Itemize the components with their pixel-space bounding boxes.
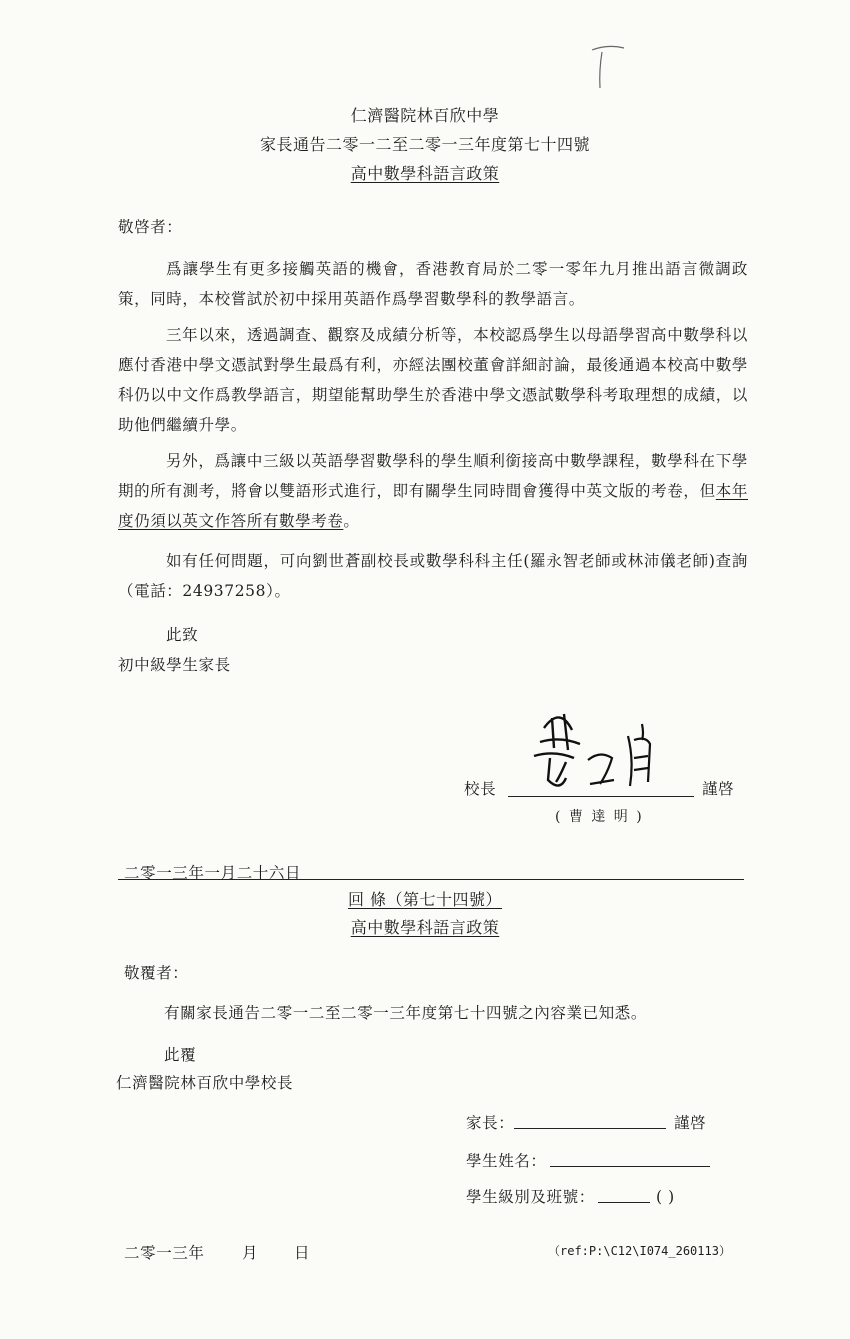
student-name-field[interactable] [550, 1166, 710, 1167]
notice-subject [0, 162, 850, 186]
notice-number: 家長通告二零一二至二零一三年度第七十四號 [259, 135, 590, 154]
paragraph-3-end: 。 [343, 512, 360, 530]
cut-line [118, 879, 744, 880]
reply-title-text: 回 條（第七十四號） [347, 890, 503, 909]
reply-recipient: 仁濟醫院林百欣中學校長 [116, 1074, 294, 1092]
reply-closing: 此覆 [164, 1046, 197, 1064]
recipient: 初中級學生家長 [118, 656, 231, 674]
closing: 此致 [166, 626, 199, 644]
reply-title [0, 888, 850, 912]
parent-signature-field[interactable] [514, 1128, 666, 1129]
paragraph-1-text: 爲讓學生有更多接觸英語的機會，香港教育局於二零一零年九月推出語言微調政策，同時，本校嘗試於初中採用英語作爲學習數學科的教學語言。 [118, 260, 748, 308]
principal-signature-line [508, 796, 694, 797]
paragraph-2-text: 三年以來，透過調查、觀察及成績分析等，本校認爲學生以母語學習高中數學科以應付香港中學文憑試對學生最爲有利，亦經法團校董會詳細討論，最後通過本校高中數學科仍以中文作爲教學語言，期望能幫助學生於香港中學文憑試數學科考取理想的成績，以助他們繼續升學。 [118, 326, 748, 434]
principal-name: ( 曹 達 明 ) [555, 809, 644, 825]
parent-respect: 謹啓 [674, 1114, 707, 1132]
principal-respect: 謹啓 [702, 780, 735, 798]
reply-body: 有關家長通告二零一二至二零一三年度第七十四號之內容業已知悉。 [164, 1004, 648, 1022]
parent-label: 家長： [466, 1114, 515, 1132]
paragraph-2 [118, 320, 748, 440]
reply-salutation: 敬覆者： [124, 964, 189, 982]
principal-label: 校長 [464, 780, 497, 798]
notice-date: 二零一三年一月二十六日 [124, 864, 302, 882]
paragraph-1 [118, 254, 748, 314]
paragraph-3-underlined: 本年度仍須以英文作答所有數學考卷 [118, 482, 749, 530]
paragraph-3-text [118, 446, 748, 536]
class-number-paren: ( ) [656, 1188, 675, 1206]
class-label: 學生級別及班號： [466, 1188, 595, 1206]
notice-subject-text: 高中數學科語言政策 [350, 164, 500, 183]
reply-date-month: 月 [242, 1244, 259, 1262]
salutation: 敬啓者： [118, 218, 183, 236]
paragraph-4 [118, 546, 748, 606]
reply-date-year: 二零一三年 [124, 1244, 205, 1262]
student-name-label: 學生姓名： [466, 1152, 547, 1170]
reference-code: （ref:P:\C12\I074_260113） [548, 1244, 731, 1258]
reply-date-day: 日 [294, 1244, 311, 1262]
paragraph-3 [118, 446, 748, 536]
class-field[interactable] [598, 1202, 650, 1203]
paragraph-3-lead: 另外，爲讓中三級以英語學習數學科的學生順利銜接高中數學課程，數學科在下學期的所有測考，將會以雙語形式進行，即有關學生同時間會獲得中英文版的考卷，但 [118, 452, 748, 500]
principal-signature [530, 700, 670, 800]
reply-subject [0, 916, 850, 940]
school-name: 仁濟醫院林百欣中學 [350, 106, 500, 125]
reply-subject-text: 高中數學科語言政策 [350, 918, 500, 937]
paragraph-4-text: 如有任何問題，可向劉世蒼副校長或數學科科主任(羅永智老師或林沛儀老師)查詢（電話：24937258）。 [118, 552, 748, 600]
handwritten-mark [590, 42, 630, 92]
